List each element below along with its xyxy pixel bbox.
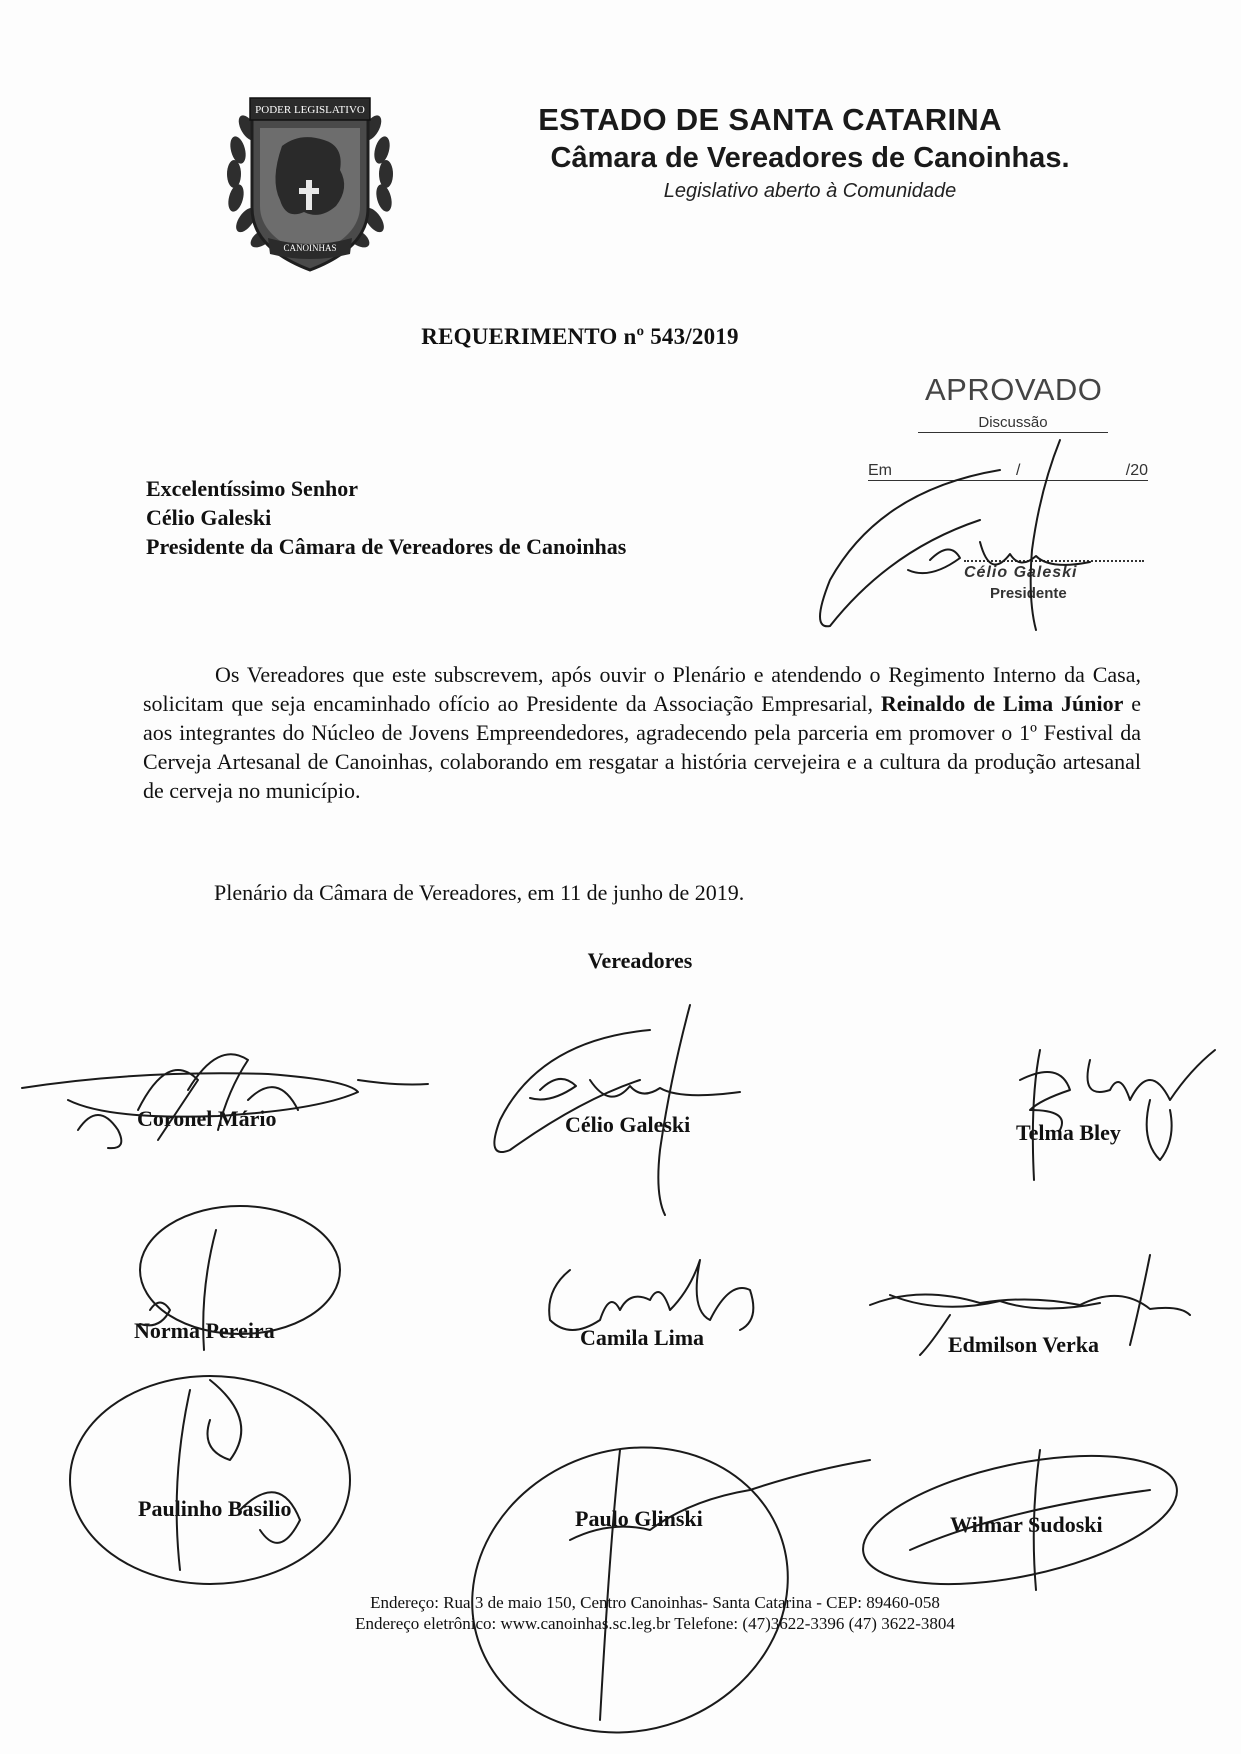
signature-scribble-1-icon — [18, 1030, 438, 1170]
signature-scribble-3-icon — [1000, 1040, 1220, 1190]
signature-name-5: Camila Lima — [580, 1325, 705, 1350]
addressee-salutation: Excelentíssimo Senhor — [146, 476, 359, 501]
stamp-status: APROVADO — [925, 372, 1103, 407]
stamp-date-prefix: Em — [868, 462, 892, 479]
addressee-role: Presidente da Câmara de Vereadores de Canoinhas — [146, 534, 627, 559]
footer — [230, 1592, 1080, 1634]
body-highlight-name: Reinaldo de Lima Júnior — [880, 691, 1124, 716]
signature-name-7: Paulinho Basilio — [138, 1496, 292, 1521]
signature-name-8: Paulo Glinski — [575, 1506, 703, 1531]
signature-scribble-4-icon — [120, 1200, 340, 1360]
header-motto: Legislativo aberto à Comunidade — [663, 180, 957, 202]
stamp-date-year: /20 — [1125, 462, 1148, 479]
footer-contact: Endereço eletrônico: www.canoinhas.sc.leg.br Telefone: (47)3622-3396 (47) 3622-3804 — [355, 1614, 955, 1633]
crest-banner-text: PODER LEGISLATIVO — [255, 104, 365, 116]
signature-name-9: Wilmar Sudoski — [950, 1512, 1103, 1537]
body-text-part2: e aos integrantes do Núcleo de Jovens Empreendedores, agradecendo pela parceria em promover o 1º Festival da Cerveja Artesanal de Canoinhas, colaborando em resgatar a história cervejeira e a cultura da produção artesanal de cerveja no município. — [143, 691, 1142, 803]
closing-line: Plenário da Câmara de Vereadores, em 11 de junho de 2019. — [214, 880, 745, 905]
addressee-block — [146, 474, 626, 561]
signature-scribble-2-icon — [480, 1000, 780, 1220]
signature-name-4: Norma Pereira — [134, 1318, 275, 1343]
addressee-name: Célio Galeski — [146, 505, 272, 530]
body-paragraph — [143, 660, 1141, 805]
stamp-signer-role: Presidente — [990, 585, 1067, 602]
signature-name-3: Telma Bley — [1016, 1120, 1121, 1145]
signature-scribble-5-icon — [540, 1250, 770, 1350]
signature-scribble-8-icon — [450, 1420, 870, 1740]
header-state: ESTADO DE SANTA CATARINA — [538, 102, 1002, 137]
stamp-date-separator: / — [1016, 462, 1021, 479]
signature-name-2: Célio Galeski — [565, 1112, 691, 1137]
body-text-part1: Os Vereadores que este subscrevem, após ouvir o Plenário e atendendo o Regimento Interno da Casa, solicitam que seja encaminhado ofício ao Presidente da Associação Empresarial, — [143, 662, 1141, 716]
signature-scribble-9-icon — [850, 1440, 1180, 1600]
signature-name-6: Edmilson Verka — [948, 1332, 1099, 1357]
header-chamber: Câmara de Vereadores de Canoinhas. — [550, 142, 1070, 174]
signature-name-1: Coronel Mário — [137, 1106, 277, 1131]
footer-address: Endereço: Rua 3 de maio 150, Centro Canoinhas- Santa Catarina - CEP: 89460-058 — [370, 1593, 940, 1612]
municipal-crest-icon — [220, 88, 400, 278]
stamp-signer-name: Célio Galeski — [964, 560, 1144, 582]
signatures-label: Vereadores — [587, 948, 693, 973]
signature-scribble-7-icon — [60, 1360, 360, 1590]
signature-scribble-6-icon — [860, 1245, 1200, 1355]
stamp-discussion: Discussão — [918, 414, 1108, 433]
document-title: REQUERIMENTO nº 543/2019 — [421, 324, 739, 349]
president-stamp-signature-icon — [800, 430, 1140, 660]
crest-bottom-text: CANOINHAS — [283, 243, 337, 253]
